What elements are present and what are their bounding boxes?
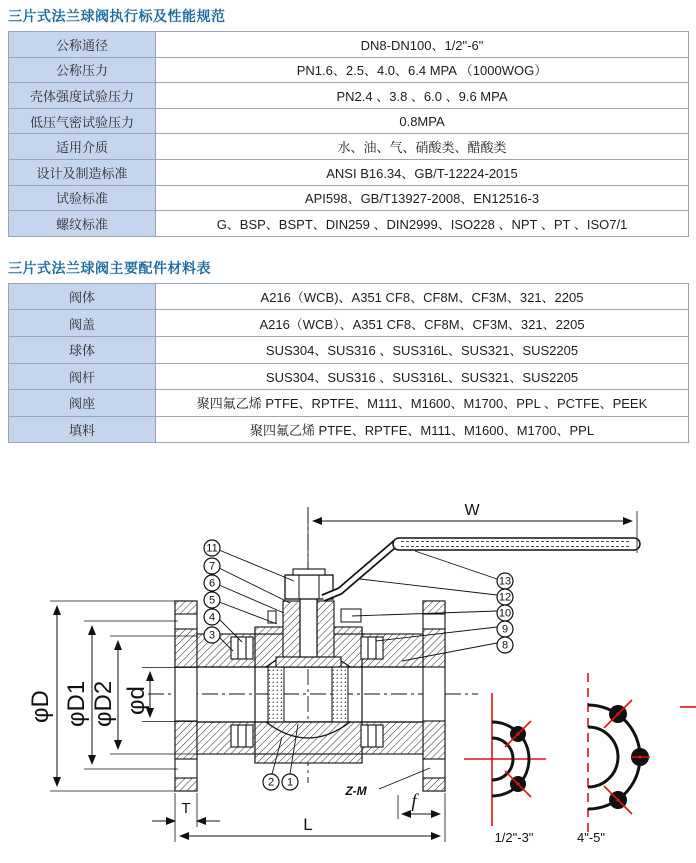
dim-ZM bbox=[344, 768, 430, 798]
balloon-5: 5 bbox=[208, 594, 216, 607]
row-value: PN1.6、2.5、4.0、6.4 MPA （1000WOG） bbox=[156, 57, 689, 83]
table-row bbox=[9, 336, 689, 363]
dim-T bbox=[152, 793, 220, 842]
dim-f bbox=[398, 791, 440, 819]
balloon-2: 2 bbox=[267, 776, 275, 789]
table-row bbox=[9, 57, 689, 83]
valve-technical-drawing bbox=[0, 461, 696, 858]
row-value: SUS304、SUS316 、SUS316L、SUS321、SUS2205 bbox=[156, 363, 689, 390]
table-row bbox=[9, 32, 689, 58]
row-value: 聚四氟乙烯 PTFE、RPTFE、M111、M1600、M1700、PPL bbox=[156, 416, 689, 443]
row-label: 阀杆 bbox=[9, 363, 156, 390]
svg-text:W: W bbox=[464, 502, 480, 519]
end-view-small bbox=[464, 693, 546, 826]
row-value: SUS304、SUS316 、SUS316L、SUS321、SUS2205 bbox=[156, 336, 689, 363]
row-value: API598、GB/T13927-2008、EN12516-3 bbox=[156, 185, 689, 211]
row-value: PN2.4 、3.8 、6.0 、9.6 MPA bbox=[156, 83, 689, 109]
balloon-4: 4 bbox=[208, 611, 216, 624]
end-view-large-label: 4"-5" bbox=[576, 830, 606, 845]
row-label: 公称压力 bbox=[9, 57, 156, 83]
table-row bbox=[9, 108, 689, 134]
balloon-13: 13 bbox=[498, 575, 512, 588]
row-value: 聚四氟乙烯 PTFE、RPTFE、M111、M1600、M1700、PPL 、PCTFE、PEEK bbox=[156, 390, 689, 417]
row-value: ANSI B16.34、GB/T-12224-2015 bbox=[156, 159, 689, 185]
table-row bbox=[9, 390, 689, 417]
balloon-12: 12 bbox=[498, 591, 512, 604]
svg-text:T: T bbox=[181, 800, 191, 817]
row-label: 填料 bbox=[9, 416, 156, 443]
handle-grip bbox=[393, 538, 640, 550]
table-row bbox=[9, 134, 689, 160]
row-value: 0.8MPA bbox=[156, 108, 689, 134]
table-row bbox=[9, 416, 689, 443]
row-label: 球体 bbox=[9, 336, 156, 363]
row-label: 设计及制造标准 bbox=[9, 159, 156, 185]
balloon-8: 8 bbox=[501, 639, 509, 652]
row-label: 适用介质 bbox=[9, 134, 156, 160]
balloon-9: 9 bbox=[501, 623, 509, 636]
performance-spec-table bbox=[8, 31, 689, 237]
right-flange bbox=[423, 601, 445, 791]
handle bbox=[323, 538, 640, 598]
dim-phiD2-label: φD2 bbox=[90, 680, 117, 727]
svg-text:f: f bbox=[411, 791, 417, 812]
row-value: G、BSP、BSPT、DIN259 、DIN2999、ISO228 、NPT 、PT 、ISO7/1 bbox=[156, 211, 689, 237]
end-view-small-label: 1/2"-3" bbox=[494, 830, 534, 845]
left-flange bbox=[175, 601, 197, 791]
row-value: DN8-DN100、1/2"-6" bbox=[156, 32, 689, 58]
dim-phid-label: φd bbox=[123, 686, 150, 715]
balloon-11: 11 bbox=[206, 542, 218, 555]
dim-W bbox=[308, 502, 637, 569]
table-row bbox=[9, 211, 689, 237]
end-view-large bbox=[588, 673, 650, 833]
row-label: 试验标准 bbox=[9, 185, 156, 211]
row-value: A216（WCB)、A351 CF8、CF8M、CF3M、321、2205 bbox=[156, 283, 689, 310]
table-row bbox=[9, 83, 689, 109]
row-label: 阀体 bbox=[9, 283, 156, 310]
row-label: 阀盖 bbox=[9, 310, 156, 337]
row-label: 壳体强度试验压力 bbox=[9, 83, 156, 109]
balloon-1: 1 bbox=[286, 776, 294, 789]
section2-title: 三片式法兰球阀主要配件材料表 bbox=[8, 259, 211, 276]
dim-phiD-label: φD bbox=[27, 690, 54, 723]
svg-text:Z-M: Z-M bbox=[345, 784, 367, 798]
balloon-3: 3 bbox=[208, 629, 216, 642]
dim-phiD1-label: φD1 bbox=[63, 680, 90, 727]
table-row bbox=[9, 310, 689, 337]
row-label: 低压气密试验压力 bbox=[9, 108, 156, 134]
row-label: 公称通径 bbox=[9, 32, 156, 58]
balloon-10: 10 bbox=[498, 607, 512, 620]
row-value: 水、油、气、硝酸类、醋酸类 bbox=[156, 134, 689, 160]
section1-title: 三片式法兰球阀执行标及性能规范 bbox=[8, 8, 226, 24]
balloon-6: 6 bbox=[208, 577, 216, 590]
row-label: 阀座 bbox=[9, 390, 156, 417]
table-row bbox=[9, 185, 689, 211]
svg-text:L: L bbox=[303, 815, 313, 834]
table-row bbox=[9, 283, 689, 310]
materials-table bbox=[8, 283, 689, 444]
row-label: 螺纹标准 bbox=[9, 211, 156, 237]
table-row bbox=[9, 159, 689, 185]
row-value: A216（WCB）、A351 CF8、CF8M、CF3M、321、2205 bbox=[156, 310, 689, 337]
table-row bbox=[9, 363, 689, 390]
dim-L bbox=[180, 793, 445, 842]
balloon-7: 7 bbox=[208, 560, 216, 573]
